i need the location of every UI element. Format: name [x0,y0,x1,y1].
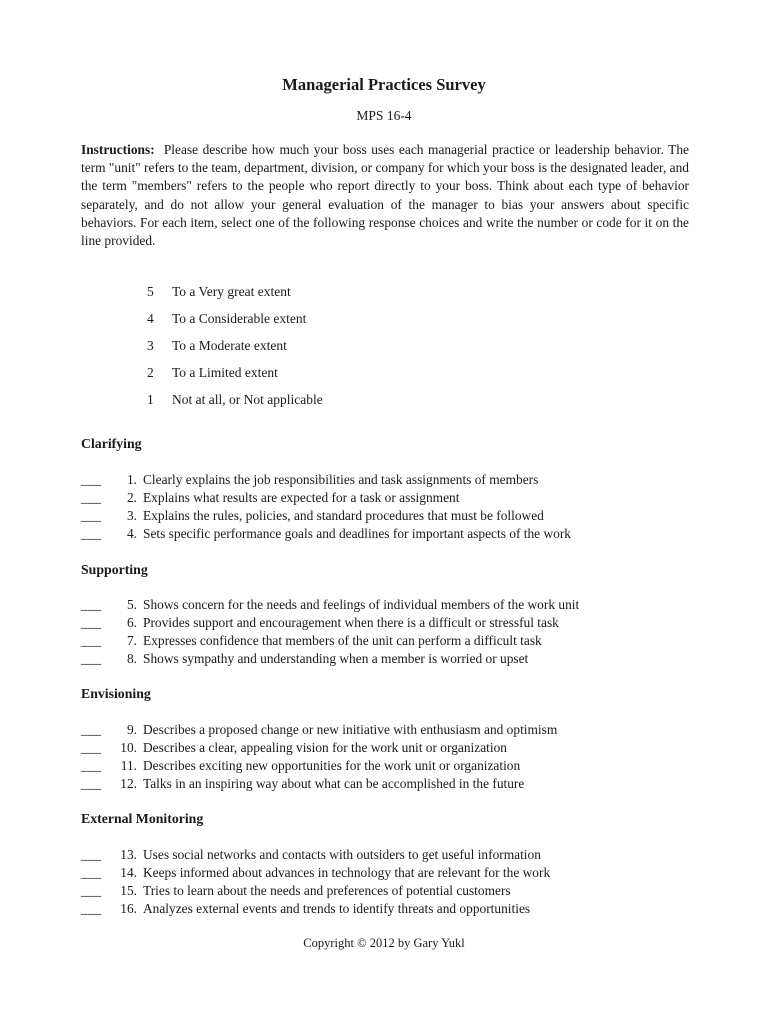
survey-item [81,846,550,864]
item-text: Uses social networks and contacts with outsiders to get useful information [143,847,541,862]
item-number: 15. [120,883,137,898]
section-title-clarifying: Clarifying [81,436,142,451]
response-scale [147,284,323,419]
scale-label: To a Considerable extent [172,311,307,326]
item-text: Keeps informed about advances in technology that are relevant for the work [143,865,551,880]
item-text: Describes a proposed change or new initiative with enthusiasm and optimism [143,722,558,737]
item-list-external-monitoring [81,846,550,918]
item-number: 6. [126,615,137,630]
item-text: Describes a clear, appealing vision for the work unit or organization [143,740,507,755]
answer-blank[interactable]: ___ [81,901,102,916]
item-text: Provides support and encouragement when there is a difficult or stressful task [143,615,559,630]
answer-blank[interactable]: ___ [81,597,102,612]
survey-item [81,650,579,668]
answer-blank[interactable]: ___ [81,490,102,505]
survey-code: MPS 16-4 [356,108,412,123]
scale-code: 3 [147,338,154,353]
survey-item [81,525,571,543]
item-text: Shows concern for the needs and feelings of individual members of the work unit [143,597,580,612]
survey-item [81,721,557,739]
answer-blank[interactable]: ___ [81,615,102,630]
item-number: 3. [126,508,137,523]
answer-blank[interactable]: ___ [81,651,102,666]
item-text: Clearly explains the job responsibilities and task assignments of members [143,472,539,487]
answer-blank[interactable]: ___ [81,865,102,880]
item-list-clarifying [81,471,571,543]
answer-blank[interactable]: ___ [81,633,102,648]
answer-blank[interactable]: ___ [81,472,102,487]
item-text: Expresses confidence that members of the unit can perform a difficult task [143,633,542,648]
survey-item [81,757,557,775]
item-number: 4. [126,526,137,541]
scale-label: To a Limited extent [172,365,278,380]
scale-row [147,311,323,338]
answer-blank[interactable]: ___ [81,776,102,791]
survey-item [81,882,550,900]
survey-item [81,900,550,918]
scale-row [147,284,323,311]
item-number: 10. [120,740,137,755]
instructions-text: Please describe how much your boss uses each managerial practice or leadership behavior. The term "unit" refers to the team, department, division, or company for which your boss is the designated leader, and the term "members" refers to the people who report directly to your boss. Think about each type of behavior separately, and do not allow your general evaluation of the manager to bias your answers about specific behaviors. For each item, select one of the following response choices and write the number or code for it on the line provided. [81,142,689,249]
survey-item [81,632,579,650]
survey-item [81,471,571,489]
answer-blank[interactable]: ___ [81,740,102,755]
section-title-supporting: Supporting [81,562,148,577]
item-text: Explains the rules, policies, and standard procedures that must be followed [143,508,544,523]
item-number: 14. [120,865,137,880]
item-text: Sets specific performance goals and deadlines for important aspects of the work [143,526,571,541]
page-title: Managerial Practices Survey [282,75,486,94]
scale-label: Not at all, or Not applicable [172,392,323,407]
item-text: Shows sympathy and understanding when a member is worried or upset [143,651,529,666]
item-number: 8. [126,651,137,666]
scale-code: 2 [147,365,154,380]
survey-item [81,614,579,632]
scale-code: 4 [147,311,154,326]
item-number: 9. [126,722,137,737]
item-text: Explains what results are expected for a task or assignment [143,490,460,505]
scale-row [147,392,323,419]
survey-item [81,507,571,525]
survey-item [81,739,557,757]
item-list-supporting [81,596,579,668]
instructions-label: Instructions: [81,142,155,157]
survey-item [81,864,550,882]
instructions-paragraph [81,141,689,250]
survey-item [81,775,557,793]
scale-row [147,365,323,392]
item-number: 2. [126,490,137,505]
scale-code: 5 [147,284,154,299]
section-title-external-monitoring: External Monitoring [81,811,204,826]
item-list-envisioning [81,721,557,793]
scale-row [147,338,323,365]
survey-item [81,489,571,507]
item-number: 12. [120,776,137,791]
answer-blank[interactable]: ___ [81,508,102,523]
scale-label: To a Very great extent [172,284,291,299]
scale-label: To a Moderate extent [172,338,287,353]
answer-blank[interactable]: ___ [81,883,102,898]
item-number: 11. [120,758,137,773]
section-title-envisioning: Envisioning [81,686,151,701]
item-number: 16. [120,901,137,916]
answer-blank[interactable]: ___ [81,722,102,737]
scale-code: 1 [147,392,154,407]
item-text: Tries to learn about the needs and preferences of potential customers [143,883,511,898]
item-text: Talks in an inspiring way about what can be accomplished in the future [143,776,525,791]
answer-blank[interactable]: ___ [81,758,102,773]
answer-blank[interactable]: ___ [81,847,102,862]
item-number: 13. [120,847,137,862]
item-number: 7. [126,633,137,648]
answer-blank[interactable]: ___ [81,526,102,541]
item-number: 1. [126,472,137,487]
copyright-footer: Copyright © 2012 by Gary Yukl [303,936,465,950]
item-number: 5. [126,597,137,612]
item-text: Analyzes external events and trends to identify threats and opportunities [143,901,531,916]
item-text: Describes exciting new opportunities for the work unit or organization [143,758,521,773]
survey-item [81,596,579,614]
